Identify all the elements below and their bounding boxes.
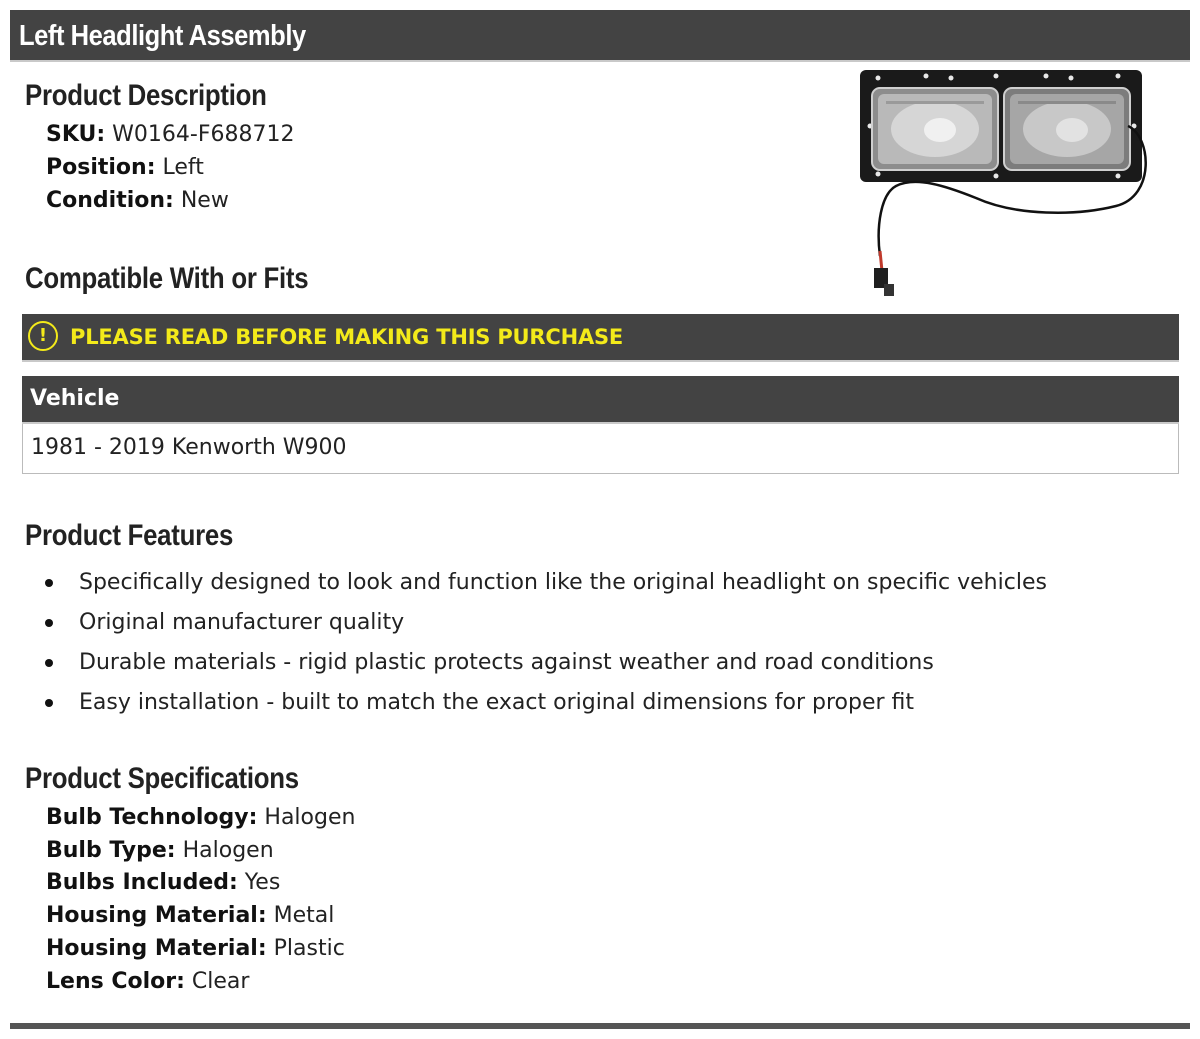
spec-value: Yes xyxy=(244,870,281,895)
spec-value: Halogen xyxy=(182,838,274,863)
spec-row xyxy=(46,969,249,994)
vehicle-column-header: Vehicle xyxy=(22,376,1179,424)
feature-text: Original manufacturer quality xyxy=(79,610,405,635)
product-features-heading: Product Features xyxy=(25,519,234,552)
list-item xyxy=(40,606,1047,646)
features-list xyxy=(40,566,1047,726)
position-label: Position: xyxy=(46,155,156,180)
bullet-icon xyxy=(45,579,53,587)
spec-row xyxy=(46,838,274,863)
exclamation-circle-icon: ! xyxy=(28,321,58,351)
sku-value: W0164-F688712 xyxy=(112,122,295,147)
product-specifications-heading: Product Specifications xyxy=(25,762,299,795)
spec-value: Plastic xyxy=(273,936,345,961)
compatibility-heading: Compatible With or Fits xyxy=(25,262,309,295)
list-item xyxy=(40,646,1047,686)
position-field xyxy=(46,155,204,180)
list-item xyxy=(40,566,1047,606)
spec-label: Housing Material: xyxy=(46,903,267,928)
condition-value: New xyxy=(180,188,229,213)
bullet-icon xyxy=(45,619,53,627)
spec-label: Housing Material: xyxy=(46,936,267,961)
title-bar xyxy=(10,10,1190,62)
vehicle-fitment-table xyxy=(22,376,1179,474)
page-title: Left Headlight Assembly xyxy=(19,20,306,52)
spec-row xyxy=(46,936,345,961)
bullet-icon xyxy=(45,699,53,707)
sku-label: SKU: xyxy=(46,122,106,147)
spec-row xyxy=(46,903,334,928)
spec-value: Clear xyxy=(191,969,250,994)
spec-value: Halogen xyxy=(264,805,356,830)
table-row: 1981 - 2019 Kenworth W900 xyxy=(22,424,1179,474)
headlight-product-image xyxy=(856,66,1156,302)
feature-text: Specifically designed to look and function like the original headlight on specific vehicles xyxy=(79,570,1047,595)
position-value: Left xyxy=(162,155,204,180)
purchase-notice-text: PLEASE READ BEFORE MAKING THIS PURCHASE xyxy=(70,325,624,349)
spec-value: Metal xyxy=(273,903,335,928)
spec-label: Lens Color: xyxy=(46,969,185,994)
condition-label: Condition: xyxy=(46,188,174,213)
list-item xyxy=(40,686,1047,726)
product-description-heading: Product Description xyxy=(25,79,267,112)
spec-label: Bulb Type: xyxy=(46,838,176,863)
sku-field xyxy=(46,122,295,147)
spec-row xyxy=(46,805,355,830)
spec-row xyxy=(46,870,280,895)
spec-label: Bulb Technology: xyxy=(46,805,258,830)
bottom-divider xyxy=(10,1023,1190,1029)
spec-label: Bulbs Included: xyxy=(46,870,238,895)
purchase-notice-bar xyxy=(22,314,1179,362)
bullet-icon xyxy=(45,659,53,667)
feature-text: Durable materials - rigid plastic protects against weather and road conditions xyxy=(79,650,934,675)
feature-text: Easy installation - built to match the exact original dimensions for proper fit xyxy=(79,690,915,715)
condition-field xyxy=(46,188,229,213)
